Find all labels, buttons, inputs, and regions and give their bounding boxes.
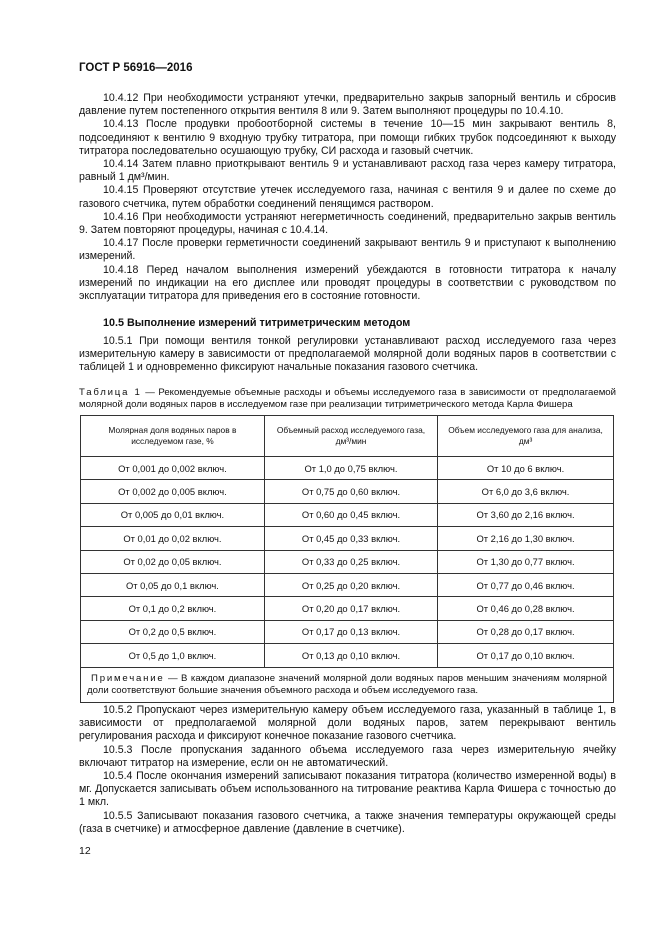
table-row — [81, 620, 614, 643]
paragraph-10-5-2: 10.5.2 Пропускают через измерительную камеру объем исследуемого газа, указанный в таблице 1, в зависимости от предполагаемой молярной доли водяных паров, затем перекрывают вентиль регулирования расхода и фиксируют конечное показание газового счетчика. — [79, 704, 616, 743]
table-cell: От 0,001 до 0,002 включ. — [81, 457, 265, 480]
document-header: ГОСТ Р 56916—2016 — [79, 62, 193, 74]
section-heading: 10.5 Выполнение измерений титриметрическим методом — [103, 317, 411, 329]
paragraph-10-4-16: 10.4.16 При необходимости устраняют негерметичность соединений, предварительно закрыв вентиль 9. Затем повторяют процедуры, начиная с 10.4.14. — [79, 210, 616, 237]
table-cell: От 10 до 6 включ. — [438, 457, 614, 480]
table-cell: От 0,13 до 0,10 включ. — [264, 644, 437, 667]
paragraph-10-4-13: 10.4.13 После продувки пробоотборной системы в течение 10—15 мин закрывают вентиль 8, подсоединяют к вентилю 9 входную трубку титратора, при помощи гибких трубок подсоединяют к выходу титратора последовательно осушающую трубку, СИ расхода и газовый счетчик. — [79, 118, 616, 157]
page-number: 12 — [79, 845, 91, 857]
flow-rate-table — [80, 415, 614, 703]
table-cell: От 0,5 до 1,0 включ. — [81, 644, 265, 667]
table-cell: От 0,1 до 0,2 включ. — [81, 597, 265, 620]
paragraph-10-4-12: 10.4.12 При необходимости устраняют утечки, предварительно закрыв запорный вентиль и сбросив давление путем постепенного открытия вентиля 8 или 9. Затем выполняют процедуры по 10.4.10. — [79, 92, 616, 118]
table-cell: От 0,75 до 0,60 включ. — [264, 480, 437, 503]
table-row — [81, 480, 614, 503]
table-row — [81, 644, 614, 667]
table-row — [81, 527, 614, 550]
table-note — [81, 667, 614, 702]
table-note-label: Примечание — [91, 672, 165, 684]
table-cell: От 6,0 до 3,6 включ. — [438, 480, 614, 503]
table-cell: От 0,002 до 0,005 включ. — [81, 480, 265, 503]
table-cell: От 0,28 до 0,17 включ. — [438, 620, 614, 643]
paragraph-10-5-5: 10.5.5 Записывают показания газового счетчика, а также значения температуры окружающей среды (газа в счетчике) и атмосферное давление (давление в счетчике). — [79, 809, 616, 835]
table-row — [81, 597, 614, 620]
table-cell: От 0,45 до 0,33 включ. — [264, 527, 437, 550]
table-note-row — [81, 667, 614, 702]
table-cell: От 0,33 до 0,25 включ. — [264, 550, 437, 573]
table-cell: От 0,17 до 0,10 включ. — [438, 644, 614, 667]
table-cell: От 0,20 до 0,17 включ. — [264, 597, 437, 620]
table-cell: От 0,2 до 0,5 включ. — [81, 620, 265, 643]
table-caption — [79, 387, 616, 411]
table-row — [81, 503, 614, 526]
table-note-text: — В каждом диапазоне значений молярной доли водяных паров меньшим значениям молярной доли соответствуют большие значения объемного расхода и объем исследуемого газа. — [87, 672, 607, 697]
table-row — [81, 457, 614, 480]
paragraphs-top — [79, 92, 616, 303]
table-cell: От 0,46 до 0,28 включ. — [438, 597, 614, 620]
table-cell: От 3,60 до 2,16 включ. — [438, 503, 614, 526]
paragraphs-bottom — [79, 704, 616, 836]
table-cell: От 1,0 до 0,75 включ. — [264, 457, 437, 480]
column-header-flow-rate: Объемный расход исследуемого газа, дм³/мин — [264, 416, 437, 457]
paragraph-10-5-3: 10.5.3 После пропускания заданного объема исследуемого газа через измерительную ячейку включают титратор на измерение, если он не автоматический. — [79, 743, 616, 769]
paragraph-10-4-18: 10.4.18 Перед началом выполнения измерений убеждаются в готовности титратора к началу измерений по индикации на его дисплее или проводят процедуры в соответствии с руководством по эксплуатации титратора для приведения его в состояние готовности. — [79, 263, 616, 303]
paragraph-10-5-4: 10.5.4 После окончания измерений записывают показания титратора (количество измеренной воды) в мг. Допускается записывать объем использованного на титрование реактива Карла Фишера с точностью до 1 мкл. — [79, 770, 616, 809]
table-caption-label: Таблица 1 — [79, 387, 142, 398]
table-cell: От 1,30 до 0,77 включ. — [438, 550, 614, 573]
paragraph-10-4-17: 10.4.17 После проверки герметичности соединений закрывают вентиль 9 и приступают к выполнению измерений. — [79, 237, 616, 263]
table-cell: От 0,005 до 0,01 включ. — [81, 503, 265, 526]
table-cell: От 0,17 до 0,13 включ. — [264, 620, 437, 643]
paragraph-10-4-15: 10.4.15 Проверяют отсутствие утечек исследуемого газа, начиная с вентиля 9 и далее по схеме до газового счетчика, путем обработки соединений пенящимся раствором. — [79, 184, 616, 210]
table-header-row — [81, 416, 614, 457]
table-row — [81, 573, 614, 596]
table-cell: От 0,01 до 0,02 включ. — [81, 527, 265, 550]
paragraph-10-5-1: 10.5.1 При помощи вентиля тонкой регулировки устанавливают расход исследуемого газа через измерительную камеру в зависимости от предполагаемой молярной доли водяных паров в соответствии с таблицей 1 и одновременно фиксируют начальные показания газового счетчика. — [79, 335, 616, 374]
column-header-gas-volume: Объем исследуемого газа для анализа, дм³ — [438, 416, 614, 457]
table-cell: От 0,77 до 0,46 включ. — [438, 573, 614, 596]
table-cell: От 0,60 до 0,45 включ. — [264, 503, 437, 526]
table-cell: От 2,16 до 1,30 включ. — [438, 527, 614, 550]
paragraph-10-4-14: 10.4.14 Затем плавно приоткрывают вентиль 9 и устанавливают расход газа через камеру титратора, равный 1 дм³/мин. — [79, 158, 616, 184]
table-cell: От 0,25 до 0,20 включ. — [264, 573, 437, 596]
table-cell: От 0,05 до 0,1 включ. — [81, 573, 265, 596]
paragraph-block-10-5-1 — [79, 335, 616, 375]
table-cell: От 0,02 до 0,05 включ. — [81, 550, 265, 573]
column-header-molar-fraction: Молярная доля водяных паров в исследуемом газе, % — [81, 416, 265, 457]
table-caption-text: — Рекомендуемые объемные расходы и объемы исследуемого газа в зависимости от предполагаемой молярной доли водяных паров в исследуемом газе при реализации титриметрического метода Карла Фишера — [79, 387, 616, 410]
table-row — [81, 550, 614, 573]
